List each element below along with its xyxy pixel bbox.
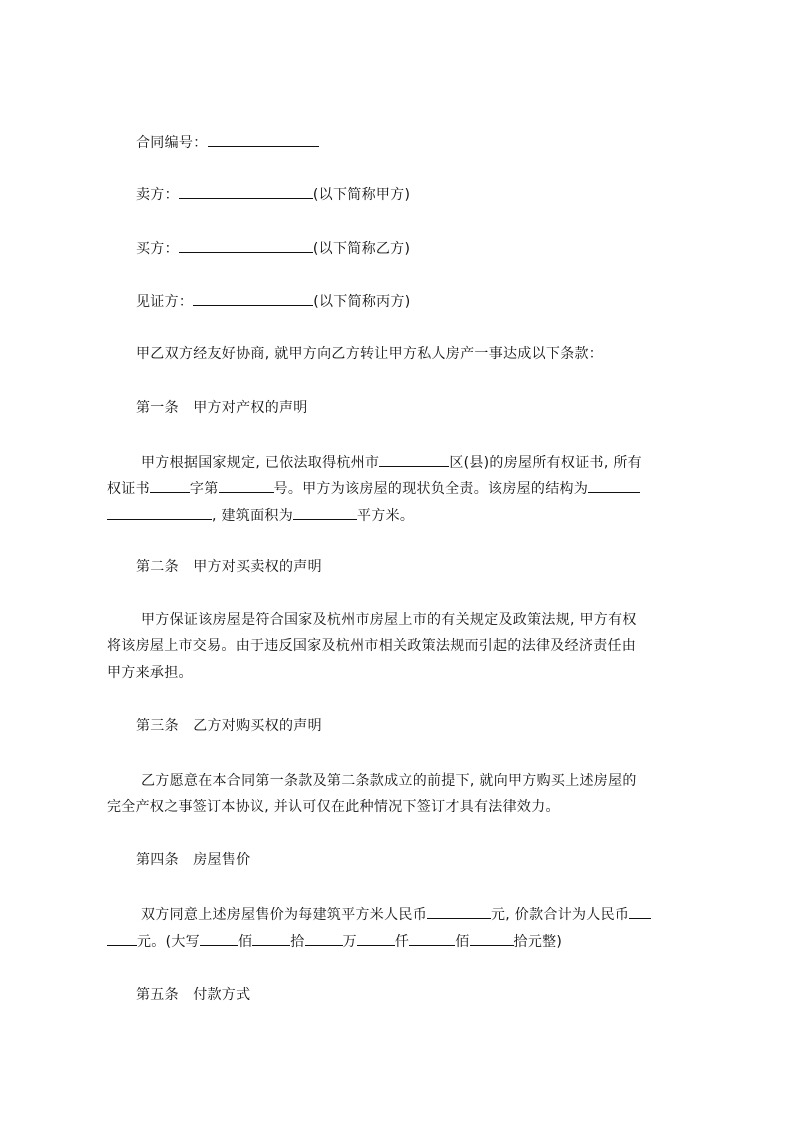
witness-label: 见证方： <box>136 294 194 310</box>
article-4-text-h: 佰 <box>455 934 470 950</box>
article-3-text-2: 完全产权之事签订本协议, 并认可仅在此种情况下签订才具有法律效力。 <box>107 799 560 815</box>
hundred-blank <box>409 931 455 946</box>
article-1-line-3 <box>0 505 793 526</box>
contract-number-line <box>0 132 793 153</box>
area-blank <box>293 505 357 520</box>
article-5-title-text: 第五条 付款方式 <box>136 987 251 1003</box>
article-1-text-b: 区(县)的房屋所有权证书, 所有 <box>449 455 642 471</box>
buyer-label: 买方： <box>136 241 179 257</box>
article-4-line-1 <box>0 904 793 925</box>
article-1-text-c: 权证书 <box>107 481 150 497</box>
article-1-text-d: 字第 <box>189 481 219 497</box>
article-2-text-3: 甲方来承担。 <box>107 665 193 681</box>
ten-thousand-blank-a <box>252 931 290 946</box>
article-3-title <box>0 716 793 736</box>
article-1-text-e: 号。甲方为该房屋的现状负全责。该房屋的结构为 <box>273 481 589 497</box>
article-1-text-g: 平方米。 <box>357 508 415 524</box>
article-2-text-1: 甲方保证该房屋是符合国家及杭州市房屋上市的有关规定及政策法规, 甲方有权 <box>141 612 637 628</box>
article-2-line-2 <box>0 636 793 656</box>
article-4-text-a: 双方同意上述房屋售价为每建筑平方米人民币 <box>141 907 427 923</box>
article-4-text-d: 佰 <box>237 934 253 950</box>
intro-paragraph <box>0 344 793 364</box>
ten-thousand-blank-b <box>305 931 343 946</box>
intro-text: 甲乙双方经友好协商, 就甲方向乙方转让甲方私人房产一事达成以下条款： <box>136 346 604 362</box>
article-4-text-g: 仟 <box>394 934 410 950</box>
witness-line <box>0 291 793 312</box>
article-1-line-2 <box>0 478 793 499</box>
seller-blank <box>179 184 313 199</box>
district-blank <box>379 452 449 467</box>
article-3-text-1: 乙方愿意在本合同第一条款及第二条款成立的前提下, 就向甲方购买上述房屋的 <box>141 773 637 789</box>
buyer-blank <box>179 238 313 253</box>
article-4-text-b: 元, 价款合计为人民币 <box>491 907 630 923</box>
thousand-blank <box>357 931 395 946</box>
article-2-line-3 <box>0 663 793 683</box>
buyer-line <box>0 238 793 259</box>
certificate-prefix-blank <box>150 478 190 493</box>
hundred-thousand-blank <box>200 931 238 946</box>
article-4-text-i: 拾元整) <box>513 934 563 950</box>
unit-price-blank <box>427 904 491 919</box>
article-4-title <box>0 850 793 870</box>
article-3-line-2 <box>0 797 793 817</box>
article-4-text-e: 拾 <box>290 934 305 950</box>
article-1-title <box>0 398 793 418</box>
article-4-title-text: 第四条 房屋售价 <box>136 852 251 868</box>
article-1-text-f: , 建筑面积为 <box>212 508 293 524</box>
article-1-line-1 <box>0 452 793 473</box>
ten-blank <box>470 931 514 946</box>
article-2-line-1 <box>0 610 793 630</box>
buyer-suffix: (以下简称乙方) <box>312 241 411 257</box>
article-3-title-text: 第三条 乙方对购买权的声明 <box>136 718 322 734</box>
structure-blank-a <box>588 478 640 493</box>
certificate-number-blank <box>219 478 274 493</box>
witness-suffix: (以下简称丙方) <box>313 294 411 310</box>
article-4-text-f: 万 <box>342 934 357 950</box>
article-2-title-text: 第二条 甲方对买卖权的声明 <box>136 559 322 575</box>
article-1-text-a: 甲方根据国家规定, 已依法取得杭州市 <box>141 455 380 471</box>
article-5-title <box>0 985 793 1005</box>
article-4-text-c: 元。(大写 <box>137 934 200 950</box>
witness-blank <box>193 291 313 306</box>
article-4-line-2 <box>0 931 793 952</box>
seller-suffix: (以下简称甲方) <box>312 187 411 203</box>
seller-label: 卖方： <box>136 187 179 203</box>
contract-number-label: 合同编号： <box>136 135 208 151</box>
total-price-blank-a <box>629 904 651 919</box>
article-1-title-text: 第一条 甲方对产权的声明 <box>136 400 308 416</box>
contract-number-blank <box>208 132 319 147</box>
article-3-line-1 <box>0 771 793 791</box>
article-2-text-2: 将该房屋上市交易。由于违反国家及杭州市相关政策法规而引起的法律及经济责任由 <box>107 638 637 654</box>
seller-line <box>0 184 793 205</box>
article-2-title <box>0 557 793 577</box>
total-price-blank-b <box>107 931 137 946</box>
structure-blank-b <box>107 505 212 520</box>
